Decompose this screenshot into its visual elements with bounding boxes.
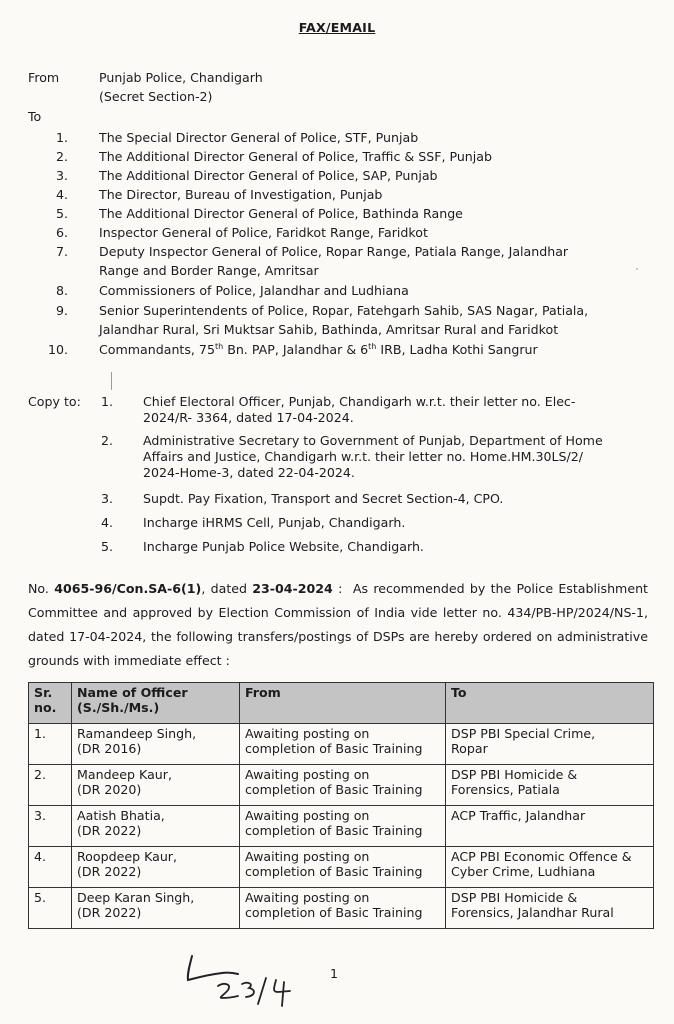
to-item-text: The Special Director General of Police, STF, Punjab	[99, 130, 419, 145]
header-name: Name of Officer (S./Sh./Ms.)	[72, 683, 240, 724]
copy-item-num: 1.	[101, 394, 114, 409]
handwritten-signature	[178, 952, 308, 1012]
cell-to: DSP PBI Homicide & Forensics, Jalandhar Rural	[446, 888, 654, 929]
cell-name: Mandeep Kaur, (DR 2020)	[72, 765, 240, 806]
copy-item-text: Incharge iHRMS Cell, Punjab, Chandigarh.	[143, 515, 406, 530]
copy-to-label: Copy to:	[28, 394, 81, 409]
order-number: 4065-96/Con.SA-6(1)	[54, 581, 202, 596]
cell-name: Roopdeep Kaur, (DR 2022)	[72, 847, 240, 888]
copy-item-text: Chief Electoral Officer, Punjab, Chandigarh w.r.t. their letter no. Elec-	[143, 394, 576, 409]
copy-item-num: 2.	[101, 433, 114, 448]
cell-from: Awaiting posting on completion of Basic Training	[240, 724, 446, 765]
to-item-num: 7.	[55, 244, 68, 259]
copy-item-text: Administrative Secretary to Government of Punjab, Department of Home	[143, 433, 603, 448]
order-date: 23-04-2024	[252, 581, 333, 596]
to-item-text: Deputy Inspector General of Police, Ropar Range, Patiala Range, Jalandhar	[99, 244, 569, 259]
copy-item-num: 3.	[101, 491, 114, 506]
to-item-num: 9.	[55, 303, 68, 318]
from-label: From	[28, 70, 60, 85]
table-row	[29, 888, 654, 929]
copy-item-num: 4.	[101, 515, 114, 530]
transfers-table	[28, 682, 654, 929]
to-item-text: Jalandhar Rural, Sri Muktsar Sahib, Bathinda, Amritsar Rural and Faridkot	[99, 322, 559, 337]
copy-item-num: 5.	[101, 539, 114, 554]
cell-name: Ramandeep Singh, (DR 2016)	[72, 724, 240, 765]
cell-sr: 2.	[29, 765, 72, 806]
cell-to: ACP Traffic, Jalandhar	[446, 806, 654, 847]
cell-from: Awaiting posting on completion of Basic Training	[240, 765, 446, 806]
to-item-num: 5.	[55, 206, 68, 221]
to-item-text: The Additional Director General of Police, SAP, Punjab	[99, 168, 438, 183]
cell-sr: 3.	[29, 806, 72, 847]
cell-from: Awaiting posting on completion of Basic Training	[240, 888, 446, 929]
scan-speck	[636, 268, 638, 270]
to-item-num: 8.	[55, 283, 68, 298]
copy-item-text: Affairs and Justice, Chandigarh w.r.t. their letter no. Home.HM.30LS/2/	[143, 449, 583, 464]
header-to: To	[446, 683, 654, 724]
to-item-text: Range and Border Range, Amritsar	[99, 263, 319, 278]
to-item-text: Commissioners of Police, Jalandhar and Ludhiana	[99, 283, 409, 298]
to-item-num: 1.	[55, 130, 68, 145]
page-number: 1	[330, 966, 339, 981]
order-paragraph: No. 4065-96/Con.SA-6(1), dated 23-04-2024 : As recommended by the Police Establishment Committee and approved by Election Commission of India vide letter no. 434/PB-HP/2024/NS-1, dated 17-04-2024, the following transfers/postings of DSPs are hereby ordered on administrative grounds with immediate effect :	[28, 581, 648, 668]
to-item-num: 10.	[47, 342, 68, 357]
scan-mark	[111, 372, 112, 390]
table-row	[29, 724, 654, 765]
from-line-1: Punjab Police, Chandigarh	[99, 70, 263, 85]
copy-item-text: 2024/R- 3364, dated 17-04-2024.	[143, 410, 354, 425]
to-item-text: Senior Superintendents of Police, Ropar, Fatehgarh Sahib, SAS Nagar, Patiala,	[99, 303, 589, 318]
to-item-num: 6.	[55, 225, 68, 240]
to-label: To	[28, 109, 42, 124]
to-item-text: The Additional Director General of Police, Bathinda Range	[99, 206, 463, 221]
cell-to: DSP PBI Special Crime, Ropar	[446, 724, 654, 765]
header-from: From	[240, 683, 446, 724]
to-item-text: Inspector General of Police, Faridkot Range, Faridkot	[99, 225, 428, 240]
table-header-row	[29, 683, 654, 724]
cell-name: Aatish Bhatia, (DR 2022)	[72, 806, 240, 847]
to-item-text: Commandants, 75th Bn. PAP, Jalandhar & 6th IRB, Ladha Kothi Sangrur	[99, 342, 538, 358]
copy-item-text: 2024-Home-3, dated 22-04-2024.	[143, 465, 355, 480]
cell-to: DSP PBI Homicide & Forensics, Patiala	[446, 765, 654, 806]
to-item-num: 2.	[55, 149, 68, 164]
cell-from: Awaiting posting on completion of Basic Training	[240, 847, 446, 888]
table-row	[29, 806, 654, 847]
to-item-num: 3.	[55, 168, 68, 183]
cell-sr: 4.	[29, 847, 72, 888]
order-body: As recommended by the Police Establishment Committee and approved by Election Commission of India vide letter no. 434/PB-HP/2024/NS-1, dated 17-04-2024, the following transfers/postings of DSPs are hereby ordered on administrative grounds with immediate effect :	[28, 581, 648, 668]
copy-item-text: Supdt. Pay Fixation, Transport and Secret Section-4, CPO.	[143, 491, 504, 506]
cell-name: Deep Karan Singh, (DR 2022)	[72, 888, 240, 929]
document-heading: FAX/EMAIL	[298, 20, 376, 35]
header-sr: Sr. no.	[29, 683, 72, 724]
cell-to: ACP PBI Economic Offence & Cyber Crime, Ludhiana	[446, 847, 654, 888]
table-row	[29, 847, 654, 888]
to-item-text: The Director, Bureau of Investigation, Punjab	[99, 187, 383, 202]
cell-sr: 1.	[29, 724, 72, 765]
to-item-num: 4.	[55, 187, 68, 202]
copy-item-text: Incharge Punjab Police Website, Chandigarh.	[143, 539, 424, 554]
to-item-text: The Additional Director General of Police, Traffic & SSF, Punjab	[99, 149, 492, 164]
cell-from: Awaiting posting on completion of Basic Training	[240, 806, 446, 847]
from-line-2: (Secret Section-2)	[99, 89, 213, 104]
cell-sr: 5.	[29, 888, 72, 929]
table-row	[29, 765, 654, 806]
